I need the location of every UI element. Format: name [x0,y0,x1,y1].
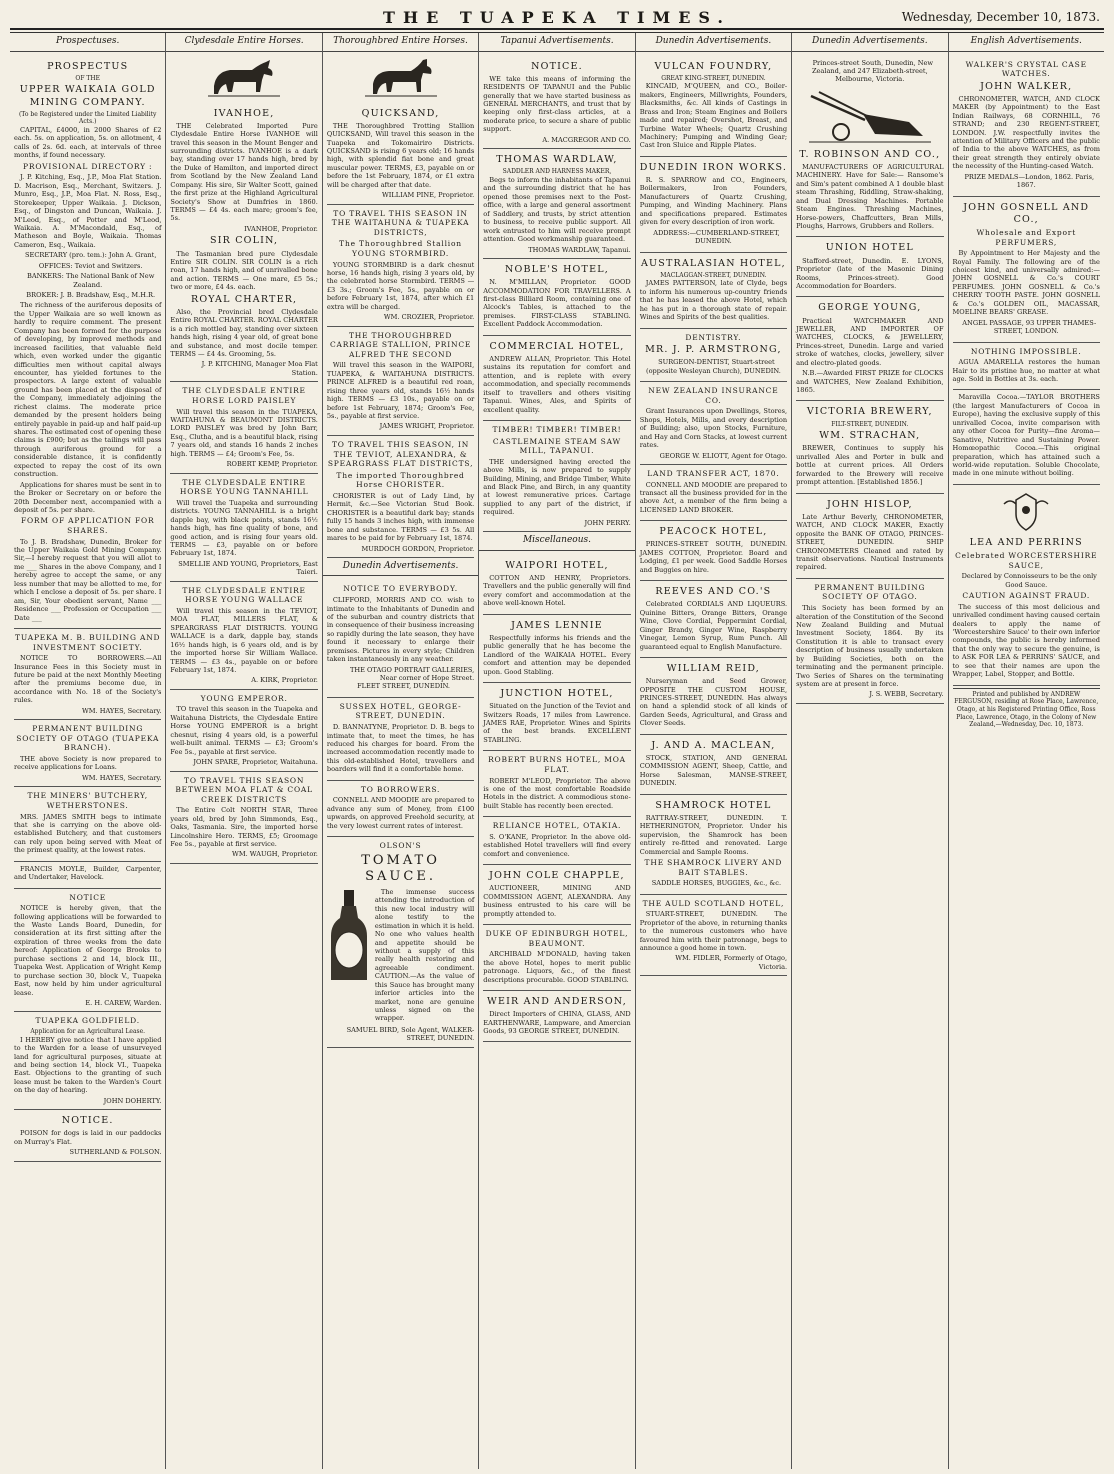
ad-text: CHRONOMETER, WATCH, AND CLOCK MAKER (by Appointment) to the East Indian Railways, 68 CORNHILL, 76 STRAND; and 230 REGENT-STREET, LONDON. J.W. respectfully invites the attention of Military Officers and the public of India to the above WATCHES, as from their great strength they entirely obviate the necessity of the Hunting-cased Watch. [952,94,1100,171]
ad-heading: ROBERT BURNS HOTEL, MOA FLAT. [488,755,626,774]
ad-heading: NOTICE TO EVERYBODY. [343,584,458,594]
plough-icon [805,86,935,146]
column-english [949,33,1104,1469]
ad-subheading: CASTLEMAINE STEAM SAW MILL, TAPANUI. [492,436,622,456]
ad-heading: VICTORIA BREWERY, [806,406,933,418]
ad-subheading: Wholesale and Export PERFUMERS, [976,227,1077,247]
ad-text: SECRETARY (pro. tem.): John A. Grant, [24,251,157,260]
ad-heading: WILLIAM REID, [666,662,761,674]
ad-heading: NOTICE. [61,1115,114,1127]
junction-hotel-ad [483,683,630,751]
ad-signature: ROBERT KEMP, Proprietor. [226,460,318,469]
north-star-ad [170,772,317,864]
ad-heading: TOMATO SAUCE. [361,852,440,885]
ad-text: FLEET STREET, DUNEDIN. [357,682,451,691]
cocoa-ad [953,390,1100,484]
ad-signature: THE OTAGO PORTRAIT GALLERIES, Near corner of Hope Street. [349,665,475,682]
ad-subheading: PROVISIONAL DIRECTORY : [23,161,153,171]
ad-text: NOTICE TO BORROWERS.—All Insurance Fees in this Society must in future be paid at the next Monthly Meeting after the premiums become due, in accordance with No. 18 of the Society's rules. [14,654,162,705]
newspaper-title: THE TUAPEKA TIMES. [383,8,731,27]
ad-text: This Society has been formed by an alteration of the Constitution of the Second New Zealand Building and Mutual Investment Society, 1864. By its Constitution it is able to transact every description of business usually undertaken by Building Societies, both on the terminating and the permanent principle. Two Series of Shares on the terminating system are at present in force. [796,604,944,688]
auld-scotland-hotel-ad [640,895,787,977]
ad-text: Applications for shares must be sent in to the Broker or Secretary on or before the 20th December next, accompanied with a deposit of 5s. per share. [14,480,162,514]
ad-text: The Entire Colt NORTH STAR, Three years old, bred by John Simmonds, Esq., Oaks, Tasmania. Sire, the imported horse Lincolnshire Hero. TERMS, £5; Groomage Fee 5s., payable at first service. [170,806,318,849]
saddler-ad [483,149,630,259]
ad-heading: WM. STRACHAN, [819,430,921,442]
ad-text: Direct Importers of CHINA, GLASS, AND EARTHENWARE, Lampware, and Amercian Goods, 93 GEORGE STREET, DUNEDIN. [483,1010,631,1036]
ad-text: CONNELL AND MOODIE are prepared to advance any sum of Money, from £100 upwards, on approved Freehold security, at the very lowest current rates of interest. [326,796,475,830]
ad-text: To J. B. Bradshaw, Dunedin, Broker for the Upper Waikaia Gold Mining Company. Sir,—I hereby request that you will allot to me ___ Shares in the above Company, and I hereby agree to accept the same, or any less number that may be allotted to me, for which I enclose a deposit of 5s. per share. I am, Sir, Your obedient servant, Name ___ Residence ___ Profession or Occupation ___ Date ___ [14,537,162,622]
agricultural-machinery-ad [796,56,943,238]
column-clydesdale [166,33,322,1469]
column-heading: Dunedin Advertisements. [636,33,791,52]
horse-icon [204,56,284,100]
ad-heading: DUNEDIN IRON WORKS. [639,161,788,173]
china-glass-ad [483,991,630,1042]
columns [10,32,1104,1469]
ad-heading: UNION HOTEL [825,242,914,254]
union-hotel-ad [796,237,943,297]
permanent-building-society-ad [796,579,943,704]
ad-text: ROBERT M'LEOD, Proprietor. The above is one of the most comfortable Roadside Hotels in the district. A commodious stone-built Stable has recently been erected. [483,776,631,810]
ad-subheading: OF THE [75,74,101,82]
ad-text: The success of this most delicious and unrivalled condiment having caused certain dealers to apply the name of 'Worcestershire Sauce' to their own inferior compounds, the public is hereby informed that the only way to secure the genuine, is to ASK FOR LEA & PERRINS' SAUCE, and to see that their names are upon the Wrapper, Label, Stopper, and Bottle. [952,602,1100,679]
ad-heading: AUSTRALASIAN HOTEL, [640,257,786,269]
ad-signature: MURDOCH GORDON, Proprietor. [361,544,475,553]
ad-signature: E. H. CAREW, Warden. [85,998,162,1007]
ad-heading: JOHN COLE CHAPPLE, [489,870,625,882]
ad-text: JAMES PATTERSON, late of Clyde, begs to inform his numerous up-country friends that he has leased the above Hotel, which he has put in a thorough state of repair. Wines and Spirits of the best qualities. [639,279,788,322]
butchery-ad [14,787,161,861]
column-heading: Thoroughbred Entire Horses. [323,33,478,52]
ad-heading: JAMES LENNIE [511,619,603,631]
ad-text: The immense success attending the introduction of this new local industry will alone testify to the estimation in which it is held. No one who values health and appetite should be without a supply of this really health restoring and agreeable condiment. CAUTION.—As the value of this Sauce has brought many inferior articles into the market, none are genuine unless signed on the wrapper. [374,887,475,1023]
issue-date: Wednesday, December 10, 1873. [901,10,1100,24]
ad-heading: JOHN HISLOP, [826,498,913,510]
column-thoroughbred [323,33,479,1469]
ad-text: Princes-street South, Dunedin, New Zealand, and 247 Elizabeth-street, Melbourne, Victoria. [811,58,934,84]
ad-signature: A. MACGREGOR AND CO. [542,135,631,144]
shamrock-hotel-ad [640,795,787,895]
ad-heading: SUSSEX HOTEL, GEORGE-STREET, DUNEDIN. [339,701,462,721]
ad-text: Stafford-street, Dunedin. E. LYONS, Proprietor (late of the Masonic Dining Rooms, Princes-street). Good Accommodation for Boarders. [796,256,944,290]
reliance-hotel-ad [483,817,630,865]
edinburgh-hotel-ad [483,925,630,991]
timber-ad [483,421,630,532]
ad-heading: UPPER WAIKAIA GOLD MINING COMPANY. [19,84,156,108]
ad-heading: JOHN WALKER, [980,80,1073,92]
nurseryman-ad [640,658,787,735]
ad-text: AUCTIONEER, MINING AND COMMISSION AGENT, ALEXANDRA. Any business entrusted to his care will be promptly attended to. [483,884,631,918]
ad-text: SADDLE HORSES, BUGGIES, &c., &c. [651,879,782,888]
ad-text: BREWER, Continues to supply his unrivalled Ales and Porter in bulk and bottle at current prices. All Orders forwarded to the Brewery will receive prompt attention. [Established 1856.] [796,444,944,487]
ad-heading: LAND TRANSFER ACT, 1870. [647,468,780,478]
ad-text: Also, the Provincial bred Clydesdale Entire ROYAL CHARTER. ROYAL CHARTER is a rich mottled bay, standing over sixteen hands high, rising 4 year old, of great bone and substance, and most docile temper. TERMS — £4 4s. Grooming, 5s. [170,307,318,359]
ad-text: Respectfully informs his friends and the public generally that he has become the Landlord of the WAIKAIA HOTEL. Every comfort and attention may be depended upon. Good Stabling. [483,633,631,676]
ad-subheading: FORM OF APPLICATION FOR SHARES. [20,516,155,535]
ad-text: WE take this means of informing the RESIDENTS OF TAPANUI and the Public generally that we have started business as GENERAL MERCHANTS, and trust that by keeping only first-class articles, at a moderate price, to secure a share of public support. [483,74,631,134]
ad-signature: WM. WAUGH, Proprietor. [232,850,318,859]
ad-heading: WEIR AND ANDERSON, [487,996,627,1008]
merchants-notice [483,56,630,150]
ad-text: The richness of the auriferous deposits of the Upper Waikaia are so well known as hardly to require comment. The present Company has been formed for the purpose of developing, by improved methods and increased facilities, that valuable field which, even worked under the gigantic difficulties men without capital always encounter, has yielded fortunes to the prospectors. A large extent of valuable ground has been placed at the disposal of the Company, immediately adjoining the richest claims. The moderate price demanded by the present holders being entirely payable in paid-up and half paid-up shares. The estimated cost of opening these claims is £900; but as the tailings will pass through auriferous ground for a considerable distance, it is confidently expected to repay the cost of its own construction. [14,301,162,479]
ad-heading: GEORGE YOUNG, [818,302,922,314]
section-heading: Miscellaneous. [479,532,634,551]
column-tapanui [479,33,635,1469]
stock-agent-ad [640,735,787,795]
ad-signature: J. P. KITCHING, Manager Moa Flat Station. [201,360,318,377]
ad-text: ARCHIBALD M'DONALD, having taken the above Hotel, hopes to merit public patronage. Liquors, &c., of the finest descriptions procurable. GOOD STABLING. [483,950,631,984]
perfumers-ad [953,197,1100,343]
ad-text: Will travel this season in the TUAPEKA, WAITAHUNA & BEAUMONT DISTRICTS. LORD PAISLEY was bred by John Barr, Esq., Clutha, and is a beautiful black, rising 7 years old, and stands 16 hands 2 inches high. TERMS — £4; Groom's Fee, 5s. [170,407,318,458]
ad-heading: DENTISTRY. [685,332,742,342]
ad-heading: NEW ZEALAND INSURANCE CO. [648,386,779,405]
ad-heading: YOUNG EMPEROR. [200,693,288,703]
robert-burns-hotel-ad [483,751,630,817]
ad-heading: TO TRAVEL THIS SEASON IN THE WAITAHUNA & TUAPEKA DISTRICTS, [331,208,470,237]
ad-heading: PROSPECTUS [47,60,129,72]
waikaia-hotel-ad [483,615,630,683]
lord-paisley-ad [170,382,317,473]
ad-text: YOUNG STORMBIRD is a dark chesnut horse, 16 hands high, rising 3 years old, by the celebrated horse Stormbird. TERMS — £3 3s.; Groom's Fee, 5s., payable on or before February 1st, 1874, after which £1 extra will be charged. [326,260,475,311]
goldfield-notice [14,1012,161,1110]
column-prospectuses [10,33,166,1469]
ad-signature: GEORGE W. ELIOTT, Agent for Otago. [659,451,788,460]
ad-text: Begs to inform the inhabitants of Tapanui and the surrounding district that he has opened those premises next to the Post-office, with a large and general assortment of Saddlery, and trusts, by strict attention to business, to receive public support. All work entrusted to him will receive prompt attention. Good workmanship guaranteed. [483,176,631,244]
printer-imprint: Printed and published by ANDREW FERGUSON, residing at Rose Place, Lawrence, Otago, at his Registered Printing Office, Ross Place, Lawrence, Otago, in the Colony of New Zealand,—Wednesday, Dec. 10, 1873. [953,688,1100,729]
ad-subheading: (To be Registered under the Limited Liability Acts.) [18,110,157,126]
dentistry-ad [640,329,787,383]
ad-subheading: Application for an Agricultural Lease. [30,1028,146,1035]
ad-heading: PERMANENT BUILDING SOCIETY OF OTAGO (TUAPEKA BRANCH). [16,724,160,753]
ad-text: D. BANNATYNE, Proprietor. D. B. begs to intimate that, to meet the times, he has reduced his charges for board. From the increased accommodation recently made to this old-established Hotel, travellers and boarders will find it a comfortable home. [326,723,475,774]
ad-heading: REEVES AND CO.'S [655,586,772,598]
column-heading: Tapanui Advertisements. [479,33,634,52]
ad-subheading: MACLAGGAN-STREET, DUNEDIN. [660,271,767,279]
society-ad [14,629,161,720]
ad-text: TO travel this season in the Tuapeka and Waitahuna Districts, the Clydesdale Entire Horse YOUNG EMPEROR is a bright chesnut, rising 4 years old, is a powerful well-built animal. TERMS — £3; Groom's Fee 5s., payable at first service. [170,705,318,756]
peacock-hotel-ad [640,521,787,581]
ad-text: Will travel the Tuapeka and surrounding districts. YOUNG TANNAHILL is a bright dapple bay, with black points, stands 16½ hands high, has fine quality of bone, and good action, and is rising four years old. TERMS — £3, payable on or before February 1st, 1874. [170,498,318,558]
ad-text: Will travel this season in the WAIPORI, TUAPEKA, & WAITAHUNA DISTRICTS. PRINCE ALFRED is a beautiful red roan, rising three years old, stands 16½ hands high. TERMS — £3 10s., payable on or before 1st February, 1874; Groom's Fee, 5s., payable at first service. [326,361,475,421]
ad-heading: NOTICE [69,892,107,902]
ad-text: OFFICES: Teviot and Switzers. [38,261,143,270]
ad-text: THE Thoroughbred Trotting Stallion QUICKSAND, Will travel this season in the Tuapeka and Tokomairiro Districts. QUICKSAND is rising 6 years old; 16 hands high, with splendid fiat bone and great muscular power. TERMS, £3, payable on or before the 1st February, 1874, or £1 extra will be charged after that date. [326,121,475,189]
ad-text: ANDREW ALLAN, Proprietor. This Hotel sustains its reputation for comfort and attention, and is replete with every accommodation, and specially recommends itself to travellers and others visiting Tapanui. Wines, Ales, and Spirits of excellent quality. [483,354,631,414]
ad-text: BANKERS: The National Bank of New Zealand. [27,272,155,289]
ad-heading: TUAPEKA GOLDFIELD. [35,1016,140,1026]
ad-signature: JAMES WRIGHT, Proprietor. [379,422,475,431]
ad-signature: IVANHOE, Proprietor. [244,224,318,233]
ad-heading: LEA AND PERRINS [969,536,1083,548]
ad-heading: THE CLYDESDALE ENTIRE HORSE LORD PAISLEY [182,386,306,405]
poison-notice [14,1110,161,1161]
nobles-hotel-ad [483,259,630,336]
column-dunedin-1 [636,33,792,1469]
ad-text: Will travel this season in the TEVIOT, MOA FLAT, MILLERS FLAT, & SPEARGRASS FLAT DISTRICTS. YOUNG WALLACE is a dark, dapple bay, stands 16½ hands high, is 6 years old, and is by the imported horse Sir William Wallace. TERMS — £3 4s., payable on or before February 1st, 1874. [170,606,318,674]
young-tannahill-ad [170,474,317,582]
brewery-ad [796,401,943,493]
ad-heading: TUAPEKA M. B. BUILDING AND INVESTMENT SOCIETY. [15,632,161,652]
stormbird-ad [327,205,474,327]
ad-text: R. S. SPARROW and CO., Engineers, Boilermakers, Iron Founders, Manufacturers of Quartz Crushing, Pumping, and Winding Machinery. Plans and specifications prepared. Estimates given for every description of iron work. [639,176,788,227]
ad-heading: IVANHOE, [213,107,275,119]
ad-heading: VULCAN FOUNDRY, [654,60,773,72]
ad-heading: RELIANCE HOTEL, OTAKIA. [492,821,622,831]
crest-icon [996,490,1056,534]
column-heading: Dunedin Advertisements. [792,33,947,52]
column-heading: English Advertisements. [949,33,1104,52]
ad-text: N.B.—Awarded FIRST PRIZE for CLOCKS and WATCHES, New Zealand Exhibition, 1865. [796,369,944,395]
auctioneer-ad [483,865,630,925]
ad-text: Maravilla Cocoa.—TAYLOR BROTHERS (the largest Manufacturers of Cocoa in Europe), having the exclusive supply of this unrivalled Cocoa, invite comparison with any other Cocoa for Purity—fine Aroma—Sanative, Nutritive and Sustaining Power. Homœopathic Cocoa.—This original preparation, which has attained such a world-wide reputation. Soluble Chocolate, made in one minute without boiling. [952,393,1100,478]
ad-signature: SUTHERLAND & FOLSON. [69,1148,162,1157]
ad-heading: J. AND A. MACLEAN, [651,739,776,751]
ad-signature: WILLIAM PINE, Proprietor. [382,191,475,200]
ad-heading: WALKER'S CRYSTAL CASE WATCHES. [965,59,1087,79]
cordials-ad [640,581,787,658]
ad-heading: PEACOCK HOTEL, [659,526,768,538]
ad-heading: SIR COLIN, [209,235,279,247]
ad-subheading: The imported Thoroughbred Horse CHORISTER. [336,470,465,490]
ad-heading: TO TRAVEL THIS SEASON BETWEEN MOA FLAT & COAL CREEK DISTRICTS [175,775,313,804]
walker-watches-ad [953,56,1100,197]
ad-text: STUART-STREET, DUNEDIN. The Proprietor of the above, in returning thanks to the numerous customers who have favoured him with their patronage, begs to announce a good home in town. [639,910,788,952]
ad-heading: TO BORROWERS. [360,784,441,794]
ad-text: CONNELL AND MOODIE are prepared to transact all the business provided for in the above Act, a member of the firm being a LICENSED LAND BROKER. [639,480,788,514]
ad-heading: PERMANENT BUILDING SOCIETY OF OTAGO. [814,582,926,602]
ad-signature: A. KIRK, Proprietor. [251,676,318,685]
ad-text: NOTICE is hereby given, that the following applications will be forwarded to the Waste Lands Board, Dunedin, for consideration at its first sitting after the expiration of three weeks from the date hereof: Application of George Brooks to purchase sections 2 and 14, block III., Tuapeka West. Application of Wright Kemp to purchase section 30, block V., Tuapeka East, now held by him under agricultural lease. [14,904,162,997]
ad-signature: JOHN SPARE, Proprietor, Waitahuna. [193,758,318,767]
ad-signature: WM. FIDLER, Formerly of Otago, Victoria. [675,954,788,971]
insurance-ad [640,382,787,465]
ad-text: AGUA AMARELLA restores the human Hair to its pristine hue, no matter at what age. Sold in Bottles at 3s. each. [952,358,1100,384]
section-heading: Dunedin Advertisements. [323,558,478,577]
ad-heading: CAUTION AGAINST FRAUD. [962,591,1091,601]
ad-heading: ROYAL CHARTER, [190,293,298,305]
ad-heading: THE THOROUGHBRED CARRIAGE STALLION, PRINCE ALFRED THE SECOND [329,330,472,359]
ad-text: Practical WATCHMAKER AND JEWELLER, AND IMPORTER OF WATCHES, CLOCKS, & JEWELLERY, Princes-street, Dunedin. Large and varied stroke of watches, clocks, jewellery, silver and electro-plated goods. [796,316,944,367]
hair-restorer-ad [953,343,1100,391]
ad-heading: SHAMROCK HOTEL [655,799,772,811]
vulcan-foundry-ad [640,56,787,157]
ad-text: Grant Insurances upon Dwellings, Stores, Shops, Hotels, Mills, and every description of Building; also, upon Stocks, Furniture, and Hay and Corn Stacks, at lowest current rates. [639,407,788,450]
quicksand-ad [327,103,474,205]
ad-text: CHORISTER is out of Lady Lind, by Hermit, &c.—See Victorian Stud Book. CHORISTER is a beautiful dark bay; stands fully 15 hands 3 inches high, with immense bone and substance. TERMS — £3 5s. All mares to be paid for by February 1st, 1874. [326,491,475,543]
ad-subheading: SADDLER AND HARNESS MAKER, [502,168,612,176]
ad-heading: QUICKSAND, [361,107,440,119]
ad-text: BROKER: J. B. Bradshaw, Esq., M.H.R. [26,291,156,300]
ad-signature: WM. HAYES, Secretary. [81,773,162,782]
ad-signature: WM. CROZIER, Proprietor. [383,313,475,322]
ad-text: ANGEL PASSAGE, 93 UPPER THAMES-STREET, LONDON. [962,318,1097,336]
prince-alfred-ad [327,327,474,436]
ad-heading: NOBLE'S HOTEL, [505,263,609,275]
ivanhoe-ad [170,103,317,383]
tomato-sauce-ad [327,837,474,1048]
ad-text: Late Arthur Beverly, CHRONOMETER, WATCH, AND CLOCK MAKER, Exactly opposite the BANK OF OTAGO, PRINCES-STREET, DUNEDIN. SHIP CHRONOMETERS Cleaned and rated by transit observations. Nautical Instruments repaired. [796,512,944,572]
australasian-hotel-ad [640,253,787,329]
ad-text: THE above Society is now prepared to receive applications for Loans. [14,755,162,772]
ad-text: Nurseryman and Seed Grower, OPPOSITE THE CUSTOM HOUSE, PRINCES-STREET, DUNEDIN. Has always on hand a splendid stock of all kinds of Garden Seeds, Agricultural, and Grass and Clover Seeds. [639,677,788,728]
ad-heading: NOTHING IMPOSSIBLE. [970,346,1082,356]
ad-text: PRINCES-STREET SOUTH, DUNEDIN. JAMES COTTON, Proprietor. Board and Lodging, £1 per week. Good Saddle Horses and Buggies on hire. [639,540,788,574]
ad-text: Declared by Connoisseurs to be the only Good Sauce. [961,572,1097,589]
ad-text: Celebrated CORDIALS AND LIQUEURS. Quinine Bitters, Orange Bitters, Orange Wine, Clove Cordial, Peppermint Cordial, Ginger Brandy, Ginger Wine, Raspberry Vinegar, Lemon Syrup, Rum Punch. All guaranteed equal to English Manufacture. [639,600,788,651]
ad-text: FRANCIS MOYLE, Builder, Carpenter, and Undertaker, Havelock. [14,864,162,882]
ad-heading: TO TRAVEL THIS SEASON, IN THE TEVIOT, ALEXANDRA, & SPEARGRASS FLAT DISTRICTS, [327,439,474,469]
iron-works-ad [640,157,787,253]
ad-heading: MR. J. P. ARMSTRONG, [645,344,782,356]
building-society-ad [14,720,161,787]
ad-subheading: FILT-STREET, DUNEDIN. [831,420,909,428]
sussex-hotel-ad [327,698,474,781]
ad-subheading: THE SHAMROCK LIVERY AND BAIT STABLES. [644,858,783,877]
ad-text: The Tasmanian bred pure Clydesdale Entire SIR COLIN. SIR COLIN is a rich roan, 17 hands high, and of unrivalled bone and action. TERMS — One mare, £5 5s.; two or more, £4 4s. each. [170,249,318,292]
ad-text: KINCAID, M'QUEEN, and CO., Boiler-makers, Engineers, Millwrights, Founders, Blacksmiths, &c. All kinds of Castings in Brass and Iron; Steam Engines and Boilers made and repaired; Overshot, Breast, and Turbine Water Wheels; Quartz Crushing Machinery; Pumping and Winding Gear; Cast Iron Sluice and Ripple Plates. [639,82,788,150]
ad-signature: SMELLIE AND YOUNG, Proprietors, East Taieri. [178,559,318,577]
ad-text: CAPITAL, £4000, in 2000 Shares of £2 each. 5s. on application, 5s. on allotment, 4 calls of 2s. 6d. each, at intervals of three months, if found necessary. [14,126,162,160]
ad-text: COTTON AND HENRY, Proprietors. Travellers and the public generally will find every comfort and accommodation at the above well-known Hotel. [483,573,631,608]
prospectus-ad [14,56,161,629]
ad-heading: WAIPORI HOTEL, [505,559,609,571]
column-dunedin-2 [792,33,948,1469]
ad-text: THE Celebrated Imported Pure Clydesdale Entire Horse IVANHOE will travel this season in the Mount Benger and surrounding districts. IVANHOE is a dark bay, standing over 17 hands high, bred by the Duke of Hamilton, and imported direct from Scotland by the New Zealand Land Company. His sire, Sir Walter Scott, gained the first prize at the Highland Agricultural Society's Show at Dumfries in 1860. TERMS — £4 4s. each mare; groom's fee, 5s. [170,121,318,223]
ad-heading: JUNCTION HOTEL, [500,687,614,699]
ad-heading: OLSON'S [379,841,422,851]
ad-signature: J. S. WEBB, Secretary. [869,690,944,699]
waipori-hotel-ad [483,555,630,615]
land-transfer-ad [640,465,787,521]
chorister-ad [327,436,474,558]
ad-text: S. O'KANE, Proprietor. In the above old-established Hotel travellers will find every comfort and convenience. [483,832,631,858]
ad-signature: JOHN PERRY. [584,518,631,527]
waste-lands-notice [14,889,161,1013]
ad-heading: DUKE OF EDINBURGH HOTEL, BEAUMONT. [485,929,629,948]
ad-text: RATTRAY-STREET, DUNEDIN. T. HETHERINGTON, Proprietor. Under his supervision, the Shamrock has been entirely re-fitted and renovated. Large Commercial and Sample Rooms. [639,813,788,856]
ad-text: SURGEON-DENTIST, Stuart-street (opposite Wesleyan Church), DUNEDIN. [646,358,781,375]
ad-heading: TIMBER! TIMBER! TIMBER! [492,424,622,434]
worcestershire-sauce-ad [953,485,1100,686]
ad-heading: NOTICE. [531,60,583,72]
builder-ad [14,862,161,889]
ad-text: CLIFFORD, MORRIS AND CO. wish to intimate to the Inhabitants of Dunedin and of the suburban and country districts that in consequence of their business increasing so rapidly during the late season, they have found it necessary to enlarge their premises. Pictures in every style; Children taken instantaneously in any weather. [326,596,475,664]
commercial-hotel-ad [483,336,630,421]
ad-text: POISON for dogs is laid in our paddocks on Murray's Flat. [14,1129,162,1146]
ad-text: PRIZE MEDALS—London, 1862. Paris, 1867. [964,172,1095,190]
ad-heading: THE AULD SCOTLAND HOTEL, [642,898,785,908]
ad-heading: THE MINERS' BUTCHERY, WETHERSTONES. [27,791,148,810]
ad-signature: WM. HAYES, Secretary. [81,706,162,715]
chronometer-ad [796,494,943,579]
ad-subheading: The Thoroughbred Stallion YOUNG STORMBIRD. [339,239,462,258]
sauce-bottle-icon [327,888,371,984]
ad-text: Situated on the Junction of the Teviot and Switzers Roads, 17 miles from Lawrence. JAMES RAE, Proprietor. Wines and Spirits of the best brands. EXCELLENT STABLING. [483,702,631,744]
ad-signature: THOMAS WARDLAW, Tapanui. [528,245,631,254]
horse-icon [361,56,441,100]
ad-text: I HEREBY give notice that I have applied to the Warden for a lease of unsurveyed land for agricultural purposes, situate at and being section 14, block VI., Tuapeka East. Objections to the granting of such lease must be taken to the Warden's Court on the day of hearing. [14,1035,162,1095]
ad-subheading: Celebrated WORCESTERSHIRE SAUCE, [955,550,1098,570]
ad-text: STOCK, STATION, AND GENERAL COMMISSION AGENT, Sheep, Cattle, and Horse Salesman, MANSE-STREET, DUNEDIN. [639,753,788,788]
masthead [10,6,1104,30]
ad-subheading: GREAT KING-STREET, DUNEDIN. [661,74,766,82]
ad-heading: THE CLYDESDALE ENTIRE HORSE YOUNG TANNAHILL [179,477,309,497]
column-heading: Prospectuses. [10,33,165,52]
young-wallace-ad [170,582,317,690]
ad-text: THE undersigned having erected the above Mills, is now prepared to supply Building, Mining, and Bridge Timber, White and Black Pine, and Birch, in any quantity at lowest remunerative prices. Cartage supplied to any part of the district, if required. [483,457,631,517]
ad-signature: SAMUEL BIRD, Sole Agent, WALKER-STREET, DUNEDIN. [346,1025,475,1043]
ad-text: By Appointment to Her Majesty and the Royal Family. The following are of the choicest kind, and universally admired:— JOHN GOSNELL & Co.'s COURT PERFUMES. JOHN GOSNELL & Co.'s CHERRY TOOTH PASTE. JOHN GOSNELL & Co.'s GOLDEN OIL, MACASSAR, MOELINE BEARS' GREASE. [952,249,1100,317]
portrait-galleries-ad [327,580,474,697]
ad-text: MRS. JAMES SMITH begs to intimate that she is carrying on the above old-established Butchery, and that customers can rely upon being served with Meat of the primest quality, at the lowest rates. [14,812,162,855]
ad-text: J. P. Kitching, Esq., J.P., Moa Flat Station. D. Macrison, Esq., Merchant, Switzers. J. Munro, Esq., J.P., Moa Flat. N. Ross, Esq., Storekeeper, Upper Waikaia. J. Dickson, Esq., of Dingston and Duncan, Waikaia. J. M'Leod, Esq., of Potter and M'Leod, Waikaia. A. M'Macondald, Esq., of Matheson and Boyle, Waikaia. Thomas Cameron, Esq., Waikaia. [14,173,162,249]
watchmaker-ad [796,297,943,401]
young-emperor-ad [170,690,317,772]
ad-signature: JOHN DOHERTY. [103,1096,162,1105]
ad-text: MANUFACTURERS OF AGRICULTURAL MACHINERY. Have for Sale:— Ransome's and Sim's patent combined A 1 double blast steam Thrashing, Riddling, Straw-shaking, and Dual Dressing Machines. Portable Steam Engines. Threshing Machines, Horse-powers, Chaffcutters, Bran Mills, Ploughs, Harrows, Grubbers and Rollers. [796,162,944,231]
column-heading: Clydesdale Entire Horses. [166,33,321,52]
borrowers-ad [327,781,474,837]
ad-heading: THOMAS WARDLAW, [496,154,618,166]
ad-heading: T. ROBINSON AND CO., [799,148,941,160]
ad-heading: THE CLYDESDALE ENTIRE HORSE YOUNG WALLACE [182,585,306,605]
ad-text: N. M'MILLAN, Proprietor. GOOD ACCOMMODATION FOR TRAVELLERS. A first-class Billiard Room, containing one of Alcock's Tables, is attached to the premises. FIRST-CLASS STABLING. Excellent Paddock Accommodation. [483,278,631,329]
ad-heading: JOHN GOSNELL AND CO., [963,201,1090,225]
ad-heading: COMMERCIAL HOTEL, [489,340,625,352]
ad-text: ADDRESS:—CUMBERLAND-STREET, DUNEDIN. [653,228,780,246]
